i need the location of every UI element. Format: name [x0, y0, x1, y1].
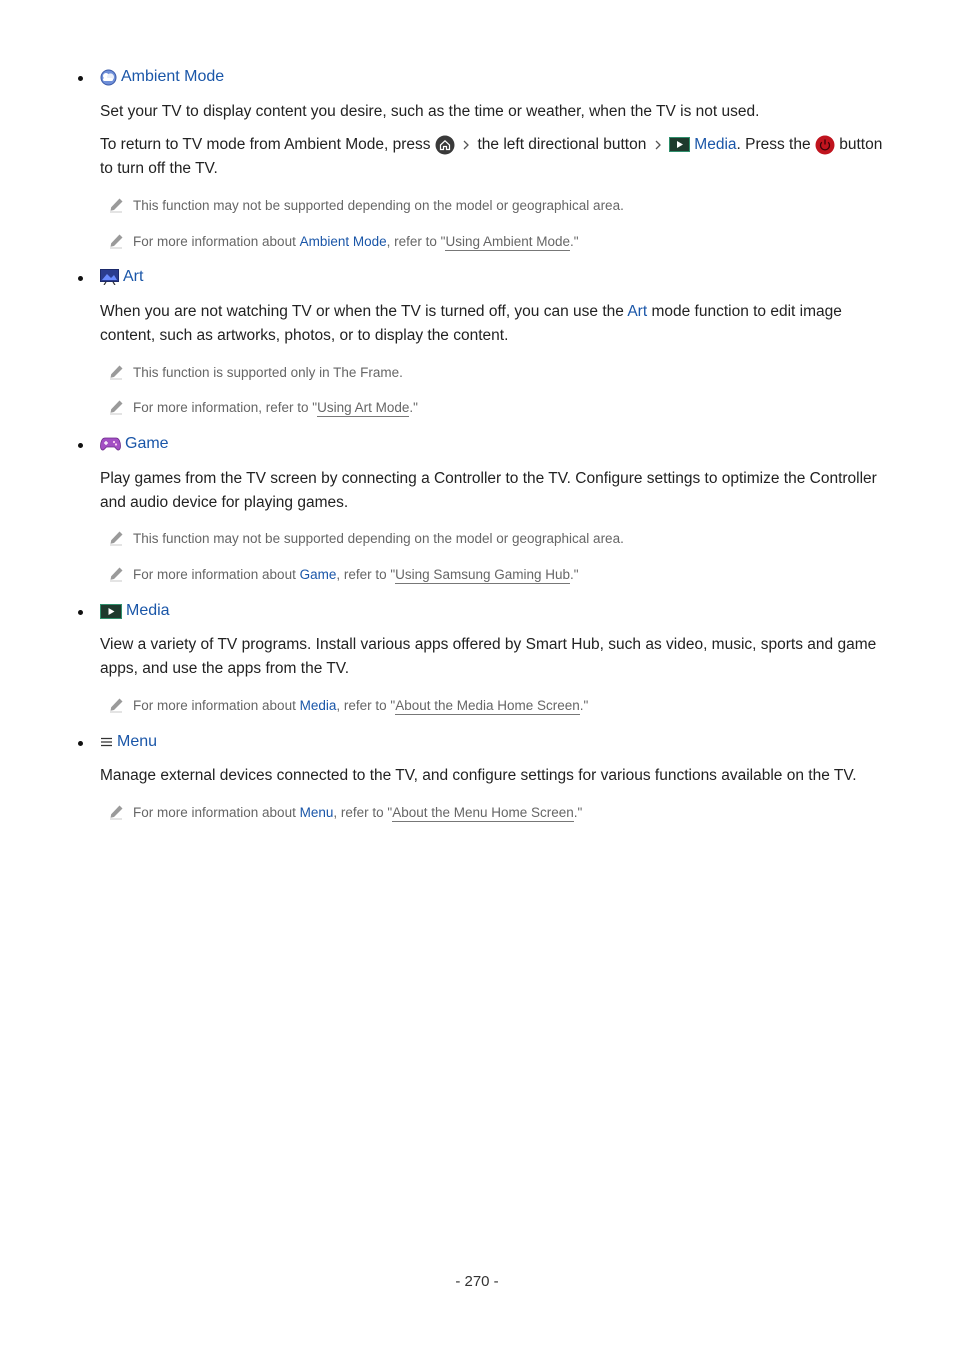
media-heading — [100, 602, 170, 620]
about-media-home-screen-link[interactable]: About the Media Home Screen — [395, 697, 580, 713]
note-pen-icon — [108, 233, 124, 249]
game-heading — [100, 435, 169, 453]
media-icon — [100, 604, 122, 619]
using-samsung-gaming-hub-link[interactable]: Using Samsung Gaming Hub — [395, 566, 571, 582]
chevron-right-icon — [459, 138, 473, 152]
power-button-icon — [815, 135, 835, 155]
bullet — [78, 276, 83, 281]
using-ambient-mode-link[interactable]: Using Ambient Mode — [445, 233, 571, 249]
note-pen-icon — [108, 804, 124, 820]
art-icon — [100, 269, 119, 285]
ambient-mode-note-support: This function may not be supported depending on the model or geographical area. — [108, 197, 908, 213]
note-pen-icon — [108, 364, 124, 380]
ambient-mode-return-instructions: To return to TV mode from Ambient Mode, press the left directional button Media. Press the button to turn off the TV. — [100, 136, 883, 177]
art-title: Art — [123, 268, 144, 285]
menu-note-more-info: For more information about Menu, refer to "About the Menu Home Screen." — [108, 804, 908, 820]
note-pen-icon — [108, 530, 124, 546]
art-note-more-info: For more information, refer to "Using Art Mode." — [108, 399, 908, 415]
ambient-mode-note-more-info: For more information about Ambient Mode, refer to "Using Ambient Mode." — [108, 233, 908, 249]
chevron-right-icon — [651, 138, 665, 152]
game-title: Game — [125, 435, 169, 452]
art-heading — [100, 268, 143, 286]
game-description: Play games from the TV screen by connecting a Controller to the TV. Configure settings to optimize the Controller and audio device for playing games. — [100, 470, 877, 511]
media-title: Media — [126, 602, 170, 619]
menu-heading — [100, 733, 157, 751]
note-pen-icon — [108, 399, 124, 415]
note-pen-icon — [108, 197, 124, 213]
game-note-more-info: For more information about Game, refer to "Using Samsung Gaming Hub." — [108, 566, 908, 582]
media-note-more-info: For more information about Media, refer to "About the Media Home Screen." — [108, 697, 908, 713]
art-note-support: This function is supported only in The Frame. — [108, 364, 908, 380]
page-number: - 270 - — [455, 1273, 499, 1290]
ambient-mode-description: Set your TV to display content you desire, such as the time or weather, when the TV is not used. — [100, 103, 760, 120]
menu-title: Menu — [117, 733, 158, 750]
bullet — [78, 610, 83, 615]
media-icon — [669, 137, 690, 152]
menu-description: Manage external devices connected to the TV, and configure settings for various functions available on the TV. — [100, 767, 857, 784]
ambient-mode-heading — [100, 68, 224, 86]
note-pen-icon — [108, 697, 124, 713]
media-description: View a variety of TV programs. Install various apps offered by Smart Hub, such as video, music, sports and game apps, and use the apps from the TV. — [100, 636, 877, 677]
bullet — [78, 741, 83, 746]
art-description: When you are not watching TV or when the TV is turned off, you can use the Art mode function to edit image content, such as artworks, photos, or to display the content. — [100, 303, 842, 344]
using-art-mode-link[interactable]: Using Art Mode — [317, 399, 410, 415]
home-button-icon — [435, 135, 455, 155]
game-controller-icon — [100, 436, 121, 452]
about-menu-home-screen-link[interactable]: About the Menu Home Screen — [392, 804, 574, 820]
bullet — [78, 76, 83, 81]
game-note-support: This function may not be supported depending on the model or geographical area. — [108, 530, 908, 546]
note-pen-icon — [108, 566, 124, 582]
ambient-mode-icon — [100, 69, 117, 86]
ambient-mode-title: Ambient Mode — [121, 68, 225, 85]
menu-icon — [100, 736, 113, 748]
bullet — [78, 443, 83, 448]
